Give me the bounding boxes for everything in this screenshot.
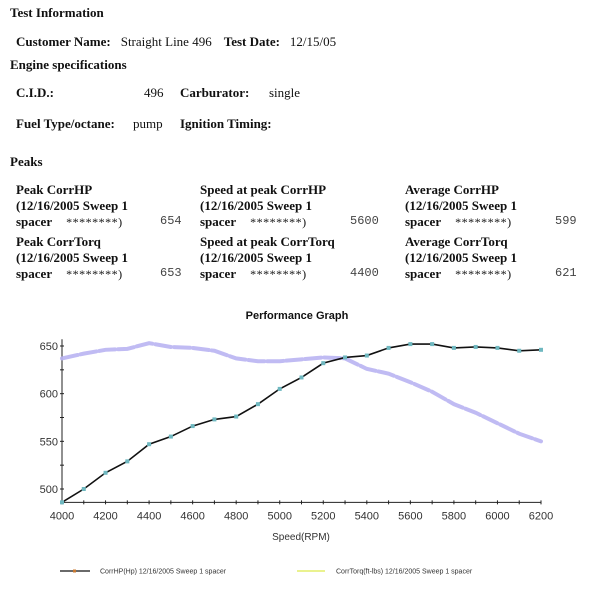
peak-title: Speed at peak CorrHP — [200, 182, 327, 197]
hp-point — [539, 348, 543, 352]
hp-point — [452, 346, 456, 350]
customer-name-label: Customer Name: — [16, 34, 111, 49]
hp-line — [62, 344, 541, 502]
legend-hp-label: CorrHP(Hp) 12/16/2005 Sweep 1 spacer — [100, 568, 227, 576]
peak-title: Average CorrTorq — [405, 234, 508, 249]
test-info-heading: Test Information — [10, 5, 104, 20]
peak-stars: ********) — [250, 215, 307, 229]
peak-stars: ********) — [455, 267, 512, 281]
peak-item-label — [200, 182, 326, 230]
peak-stars: ********) — [250, 267, 307, 281]
torque-line — [62, 343, 541, 441]
y-tick-label: 550 — [39, 436, 58, 449]
chart-axes — [40, 339, 554, 522]
peak-subtitle-2 — [16, 266, 128, 282]
x-axis-label: Speed(RPM) — [272, 532, 330, 543]
hp-point — [474, 345, 478, 349]
performance-chart — [0, 330, 600, 598]
peak-subtitle: (12/16/2005 Sweep 1 — [200, 250, 312, 265]
hp-point — [495, 346, 499, 350]
ignition-timing-label: Ignition Timing: — [180, 116, 272, 131]
peak-value: 653 — [160, 266, 182, 280]
hp-point — [517, 349, 521, 353]
hp-point — [191, 424, 195, 428]
hp-series — [60, 342, 543, 504]
y-tick-label: 650 — [39, 341, 58, 353]
legend-torque-label: CorrTorq(ft-lbs) 12/16/2005 Sweep 1 spacer — [336, 568, 473, 576]
hp-point — [343, 355, 347, 359]
torque-series — [62, 343, 541, 441]
peak-item-label — [405, 234, 517, 282]
test-date-value: 12/15/05 — [289, 34, 337, 49]
hp-point — [256, 402, 260, 406]
customer-row — [16, 33, 336, 51]
peak-value: 654 — [160, 214, 182, 228]
hp-point — [387, 346, 391, 350]
cid-label: C.I.D.: — [16, 85, 54, 100]
customer-name-value: Straight Line 496 — [120, 34, 212, 49]
peak-value: 621 — [555, 266, 577, 280]
hp-point — [408, 342, 412, 346]
x-tick-label: 4400 — [136, 510, 162, 523]
x-tick-label: 5000 — [267, 510, 292, 523]
peak-subtitle: (12/16/2005 Sweep 1 — [16, 250, 128, 265]
peak-value: 4400 — [350, 266, 379, 280]
y-tick-label: 500 — [39, 484, 58, 496]
peak-spacer-text: spacer — [405, 266, 442, 281]
chart-legend — [60, 569, 473, 576]
peak-stars: ********) — [66, 215, 123, 229]
peak-stars: ********) — [455, 215, 512, 229]
y-tick-label: 600 — [39, 388, 58, 401]
peak-subtitle-2 — [405, 266, 517, 282]
peak-subtitle-2 — [200, 266, 335, 282]
peak-subtitle-2 — [200, 214, 326, 230]
x-tick-label: 5600 — [398, 510, 423, 523]
peak-subtitle: (12/16/2005 Sweep 1 — [16, 198, 128, 213]
peak-subtitle: (12/16/2005 Sweep 1 — [200, 198, 312, 213]
x-tick-label: 4200 — [93, 510, 118, 523]
x-tick-label: 6200 — [528, 510, 554, 523]
hp-point — [147, 442, 151, 446]
peak-value: 599 — [555, 214, 577, 228]
carburator-label: Carburator: — [180, 85, 250, 100]
hp-point — [212, 417, 216, 421]
x-tick-label: 4800 — [223, 510, 249, 523]
hp-point — [300, 375, 304, 379]
peak-title: Speed at peak CorrTorq — [200, 234, 335, 249]
fuel-type-label: Fuel Type/octane: — [16, 116, 115, 131]
test-date-label: Test Date: — [223, 34, 280, 49]
hp-point — [234, 415, 238, 419]
hp-point — [321, 361, 325, 365]
peak-item-label — [405, 182, 517, 230]
peak-spacer-text: spacer — [16, 266, 53, 281]
peak-spacer-text: spacer — [405, 214, 442, 229]
peak-title: Peak CorrHP — [16, 182, 93, 197]
hp-point — [125, 459, 129, 463]
x-tick-label: 5800 — [441, 510, 467, 523]
peak-subtitle-2 — [16, 214, 128, 230]
peak-spacer-text: spacer — [16, 214, 53, 229]
hp-point — [169, 435, 173, 439]
peak-subtitle-2 — [405, 214, 517, 230]
peak-title: Peak CorrTorq — [16, 234, 101, 249]
legend-hp-marker — [73, 570, 76, 573]
peak-stars: ********) — [66, 267, 123, 281]
cid-value: 496 — [144, 85, 164, 100]
hp-point — [278, 387, 282, 391]
chart-title: Performance Graph — [245, 310, 349, 322]
x-tick-label: 5400 — [354, 510, 380, 523]
x-tick-label: 5200 — [311, 510, 336, 523]
carburator-value: single — [269, 85, 301, 100]
peak-item-label — [16, 234, 128, 282]
x-tick-label: 4600 — [180, 510, 205, 523]
peaks-heading: Peaks — [10, 154, 43, 169]
peak-spacer-text: spacer — [200, 266, 237, 281]
hp-point — [104, 471, 108, 475]
hp-point — [430, 342, 434, 346]
x-tick-label: 6000 — [485, 510, 510, 523]
hp-point — [82, 487, 86, 491]
engine-spec-heading: Engine specifications — [10, 57, 127, 72]
hp-point — [365, 354, 369, 358]
peak-title: Average CorrHP — [405, 182, 499, 197]
x-tick-label: 4000 — [49, 510, 75, 523]
peak-spacer-text: spacer — [200, 214, 237, 229]
peak-subtitle: (12/16/2005 Sweep 1 — [405, 198, 517, 213]
peak-item-label — [200, 234, 335, 282]
peak-subtitle: (12/16/2005 Sweep 1 — [405, 250, 517, 265]
hp-point — [60, 500, 64, 504]
peak-value: 5600 — [350, 214, 379, 228]
peak-item-label — [16, 182, 128, 230]
fuel-type-value: pump — [133, 116, 163, 131]
